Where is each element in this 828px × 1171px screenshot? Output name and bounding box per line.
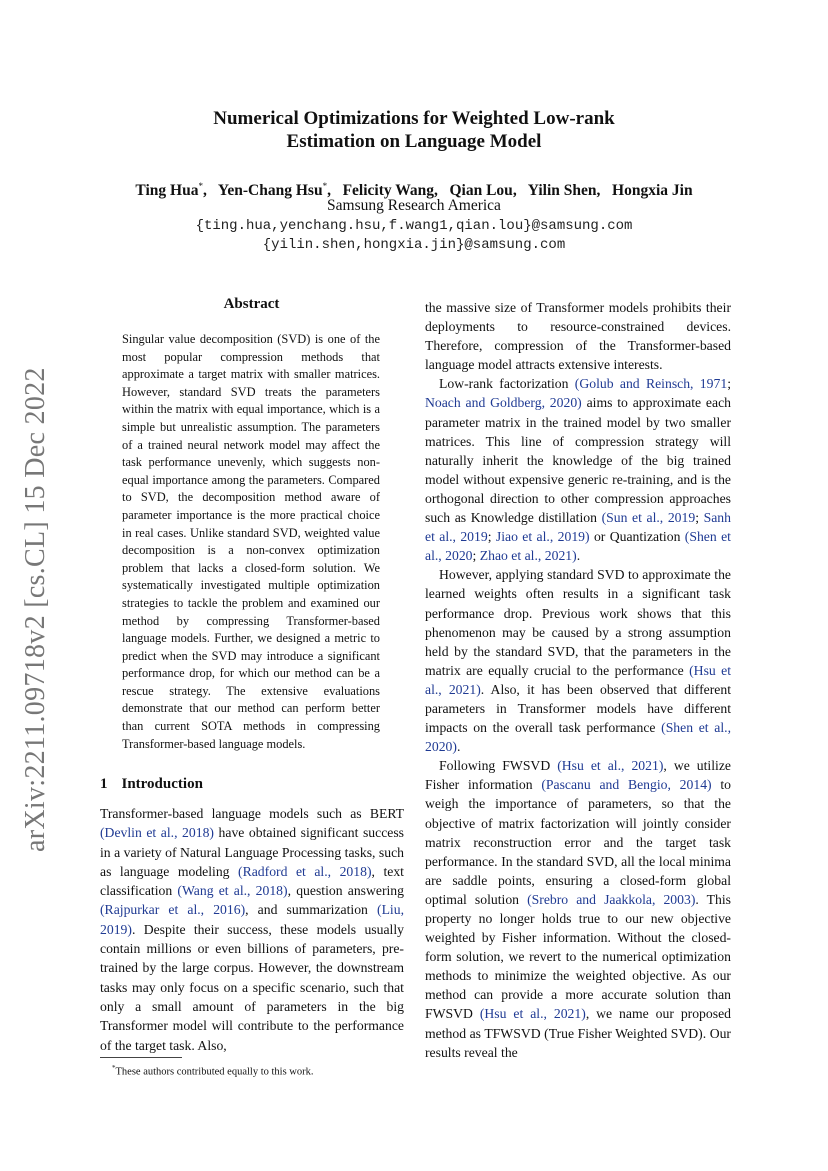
paragraph-text: the massive size of Transformer models prohibits their deployments to resource-constrained devices. Therefore, compression of the Transformer-based language model attracts extensive interests. [425,300,731,373]
paragraph-text: aims to approximate each parameter matrix in the trained model by two smaller matrices. This line of compression strategy will naturally inherit the knowledge of the big trained model without expensive generic re-training, and is the orthogonal direction to other compression approaches such as Knowledge distillation [425,395,731,526]
paragraph-text: , we utilize Fisher information [425,758,731,793]
paragraph-text: , and summarization [245,902,378,918]
citation-link[interactable]: Sanh et al., 2019 [425,510,731,545]
paragraph-text: ; [472,548,480,564]
citation-link[interactable]: (Shen et al., 2020) [425,720,731,755]
footnote-mark: * [112,1064,116,1072]
citation-link[interactable]: (Hsu et al., 2021) [425,662,731,697]
paragraph-text: or Quantization [589,529,685,545]
citation-link[interactable]: (Pascanu and Bengio, 2014) [541,777,712,793]
paragraph-text: ; [727,376,731,392]
citation-link[interactable]: (Hsu et al., 2021) [479,1006,586,1022]
paragraph-text: However, applying standard SVD to approximate the learned weights often results in a significant task performance drop. Previous work shows that this phenomenon may be caused by a strong assumption held by the standard SVD, that the parameters in the matrix are equally crucial to the performance [425,567,731,678]
paragraph-text: , question answering [287,883,404,899]
paragraph-text: ; [487,529,496,545]
intro-paragraph-4 [425,565,731,756]
paragraph-text: . This property no longer holds true to our new objective weighted by Fisher information. Without the closed-form solution, we revert to the numerical optimization methods to minimize the weighted objective. As our method can provide a more accurate solution than FWSVD [425,891,731,1022]
paragraph-text: Low-rank factorization [439,376,575,392]
paragraph-text: , text classification [100,863,404,899]
author-name: Yilin Shen [527,182,597,200]
author-name: Hongxia Jin [612,182,693,200]
citation-link[interactable]: (Golub and Reinsch, 1971 [574,376,728,392]
abstract-heading: Abstract [223,296,280,312]
paragraph-text: Following FWSVD [439,758,558,774]
citation-link[interactable]: Jiao et al., 2019) [495,529,590,545]
author-name: Felicity Wang [342,182,434,200]
citation-link[interactable]: (Shen et al., 2020 [425,529,731,564]
citation-link[interactable]: (Liu, 2019) [100,902,405,937]
footnote-text: These authors contributed equally to this work. [115,1066,314,1078]
arxiv-stamp: arXiv:2211.09718v2 [cs.CL] 15 Dec 2022 [20,367,51,852]
citation-link[interactable]: (Sun et al., 2019 [601,510,696,526]
left-column [100,804,404,1055]
section-heading-introduction [100,776,203,793]
citation-link[interactable]: Zhao et al., 2021) [479,548,577,564]
paragraph-text: ; [695,510,704,526]
citation-link[interactable]: (Rajpurkar et al., 2016) [100,902,246,918]
author-mark: * [322,181,328,191]
paragraph-text: . [576,548,581,564]
paragraph-text: have obtained significant success in a variety of Natural Language Processing tasks, such as language modeling [100,825,404,879]
paragraph-text: . Also, it has been observed that different parameters in Transformer models have different impacts on the overall task performance [425,681,731,736]
citation-link[interactable]: Noach and Goldberg, 2020) [425,395,582,411]
author-list: Ting Hua*, Yen-Chang Hsu*, Felicity Wang, Qian Lou, Yilin Shen, Hongxia Jin [135,181,693,200]
author-name: Ting Hua [135,182,199,200]
title-line-1: Numerical Optimizations for Weighted Low-rank [213,108,615,129]
footnote [112,1061,314,1080]
right-column [425,298,731,1062]
citation-link[interactable]: (Srebro and Jaakkola, 2003) [527,891,696,907]
author-name: Qian Lou [449,182,513,200]
intro-paragraph-3 [425,374,731,565]
author-name: Yen-Chang Hsu [217,182,323,200]
paragraph-text: to weigh the importance of parameters, so that the objective of matrix factorization will jointly consider matrix reconstruction error and the target task performance. In the standard SVD, all the local minima are saddle points, ensuring a closed-form global optimal solution [425,777,731,907]
author-mark: * [198,181,203,191]
paragraph-text: . [456,739,461,755]
section-number: 1 [100,776,108,792]
citation-link[interactable]: (Wang et al., 2018) [177,883,288,899]
email-line-2: {yilin.shen,hongxia.jin}@samsung.com [262,237,566,253]
email-line-1: {ting.hua,yenchang.hsu,f.wang1,qian.lou}@samsung.com [195,218,633,234]
citation-link[interactable]: (Devlin et al., 2018) [100,825,214,841]
title-line-2: Estimation on Language Model [286,131,542,152]
paragraph-text: Transformer-based language models such as BERT [100,806,404,821]
paragraph-text: . Despite their success, these models usually contain millions or even billions of parameters, pre-trained by the large corpus. However, the downstream tasks may only focus on a specific scenario, such that only a small amount of parameters in the big Transformer model will contribute to the performance of the target task. Also, [100,921,404,1053]
affiliation: Samsung Research America [327,197,501,214]
intro-paragraph-5 [425,756,731,1062]
section-title: Introduction [121,776,203,792]
citation-link[interactable]: (Hsu et al., 2021) [557,758,664,774]
paragraph-text: , we name our proposed method as TFWSVD (True Fisher Weighted SVD). Our results reveal the [425,1006,731,1060]
footnote-divider [100,1057,182,1058]
intro-paragraph-1 [100,804,404,1055]
paper-title [0,107,828,153]
intro-paragraph-2 [425,298,731,374]
abstract-body: Singular value decomposition (SVD) is one of the most popular compression methods that approximate a target matrix with smaller matrices. However, standard SVD treats the parameters within the matrix with equal importance, which is a simple but unrealistic assumption. The parameters of a trained neural network model may affect the task performance unevenly, which suggests non-equal importance among the parameters. Compared to SVD, the decomposition method aware of parameter importance is the more practical choice in real cases. Unlike standard SVD, weighted value decomposition is a non-convex optimization problem that lacks a closed-form solution. We systematically investigated multiple optimization strategies to tackle the problem and examined our method by compressing Transformer-based language models. Further, we designed a metric to predict when the SVD may introduce a significant performance drop, for which our method can be a rescue strategy. The extensive evaluations demonstrate that our method can perform better than current SOTA methods in compressing Transformer-based language models. [122,332,380,751]
citation-link[interactable]: (Radford et al., 2018) [238,863,372,879]
